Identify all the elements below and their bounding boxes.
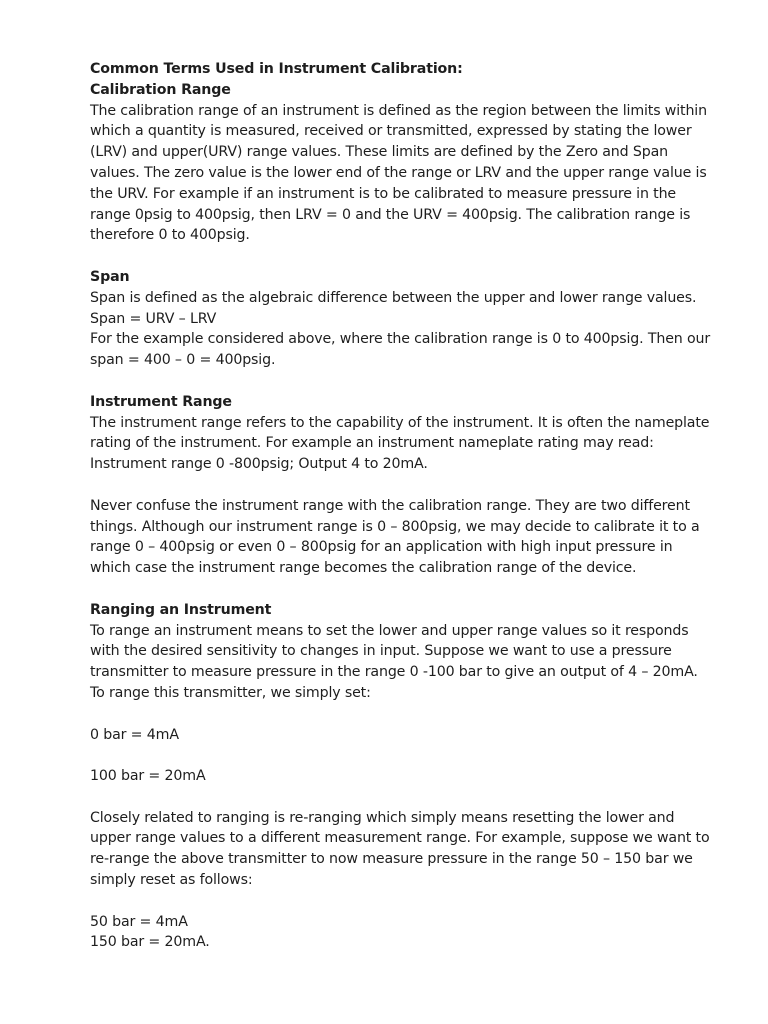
paragraph-gap [90,787,698,808]
paragraph-line: Never confuse the instrument range with the calibration range. They are two different [90,497,690,514]
paragraph-line: Instrument range 0 -800psig; Output 4 to 20mA. [90,456,428,473]
paragraph-line: the URV. For example if an instrument is to be calibrated to measure pressure in the [90,185,676,202]
section-title-ranging: Ranging an Instrument [90,601,272,618]
paragraph-gap [90,371,698,392]
section-title-span: Span [90,268,130,285]
paragraph-line: with the desired sensitivity to changes in input. Suppose we want to use a pressure [90,643,672,660]
paragraph-line: The calibration range of an instrument is defined as the region between the limits within [90,102,707,119]
paragraph-line: which a quantity is measured, received or transmitted, expressed by stating the lower [90,123,692,140]
paragraph-gap [90,246,698,267]
section-title-instrument-range: Instrument Range [90,393,232,410]
range-setting-lower: 0 bar = 4mA [90,726,179,743]
rerange-setting-lower: 50 bar = 4mA [90,913,188,930]
rerange-setting-upper: 150 bar = 20mA. [90,934,210,951]
paragraph-line: Span is defined as the algebraic difference between the upper and lower range values. [90,289,697,306]
section-title-calibration-range: Calibration Range [90,81,231,98]
paragraph-line: The instrument range refers to the capability of the instrument. It is often the nameplate [90,414,710,431]
paragraph-line: rating of the instrument. For example an instrument nameplate rating may read: [90,435,654,452]
paragraph-line: upper range values to a different measurement range. For example, suppose we want to [90,830,710,847]
paragraph-gap [90,475,698,496]
paragraph-line: (LRV) and upper(URV) range values. These limits are defined by the Zero and Span [90,144,668,161]
paragraph-line: Closely related to ranging is re-ranging which simply means resetting the lower and [90,809,675,826]
paragraph-line: range 0 – 400psig or even 0 – 800psig for an application with high input pressure in [90,539,673,556]
paragraph-line: which case the instrument range becomes the calibration range of the device. [90,560,637,577]
paragraph-line: values. The zero value is the lower end of the range or LRV and the upper range value is [90,164,707,181]
paragraph-gap [90,579,698,600]
span-formula: Span = URV – LRV [90,310,217,327]
paragraph-gap [90,891,698,912]
paragraph-gap [90,745,698,766]
paragraph-line: re-range the above transmitter to now measure pressure in the range 50 – 150 bar we [90,851,693,868]
paragraph-line: span = 400 – 0 = 400psig. [90,352,276,369]
paragraph-gap [90,704,698,725]
paragraph-line: To range this transmitter, we simply set: [90,684,371,701]
document-heading: Common Terms Used in Instrument Calibration: [90,61,463,77]
paragraph-line: range 0psig to 400psig, then LRV = 0 and the URV = 400psig. The calibration range is [90,206,691,223]
paragraph-line: simply reset as follows: [90,872,253,889]
range-setting-upper: 100 bar = 20mA [90,768,206,785]
paragraph-line: For the example considered above, where the calibration range is 0 to 400psig. Then our [90,331,711,348]
paragraph-line: To range an instrument means to set the lower and upper range values so it responds [90,622,689,639]
paragraph-line: transmitter to measure pressure in the range 0 -100 bar to give an output of 4 – 20mA. [90,664,698,681]
paragraph-line: therefore 0 to 400psig. [90,227,250,244]
paragraph-line: things. Although our instrument range is 0 – 800psig, we may decide to calibrate it to a [90,518,700,535]
